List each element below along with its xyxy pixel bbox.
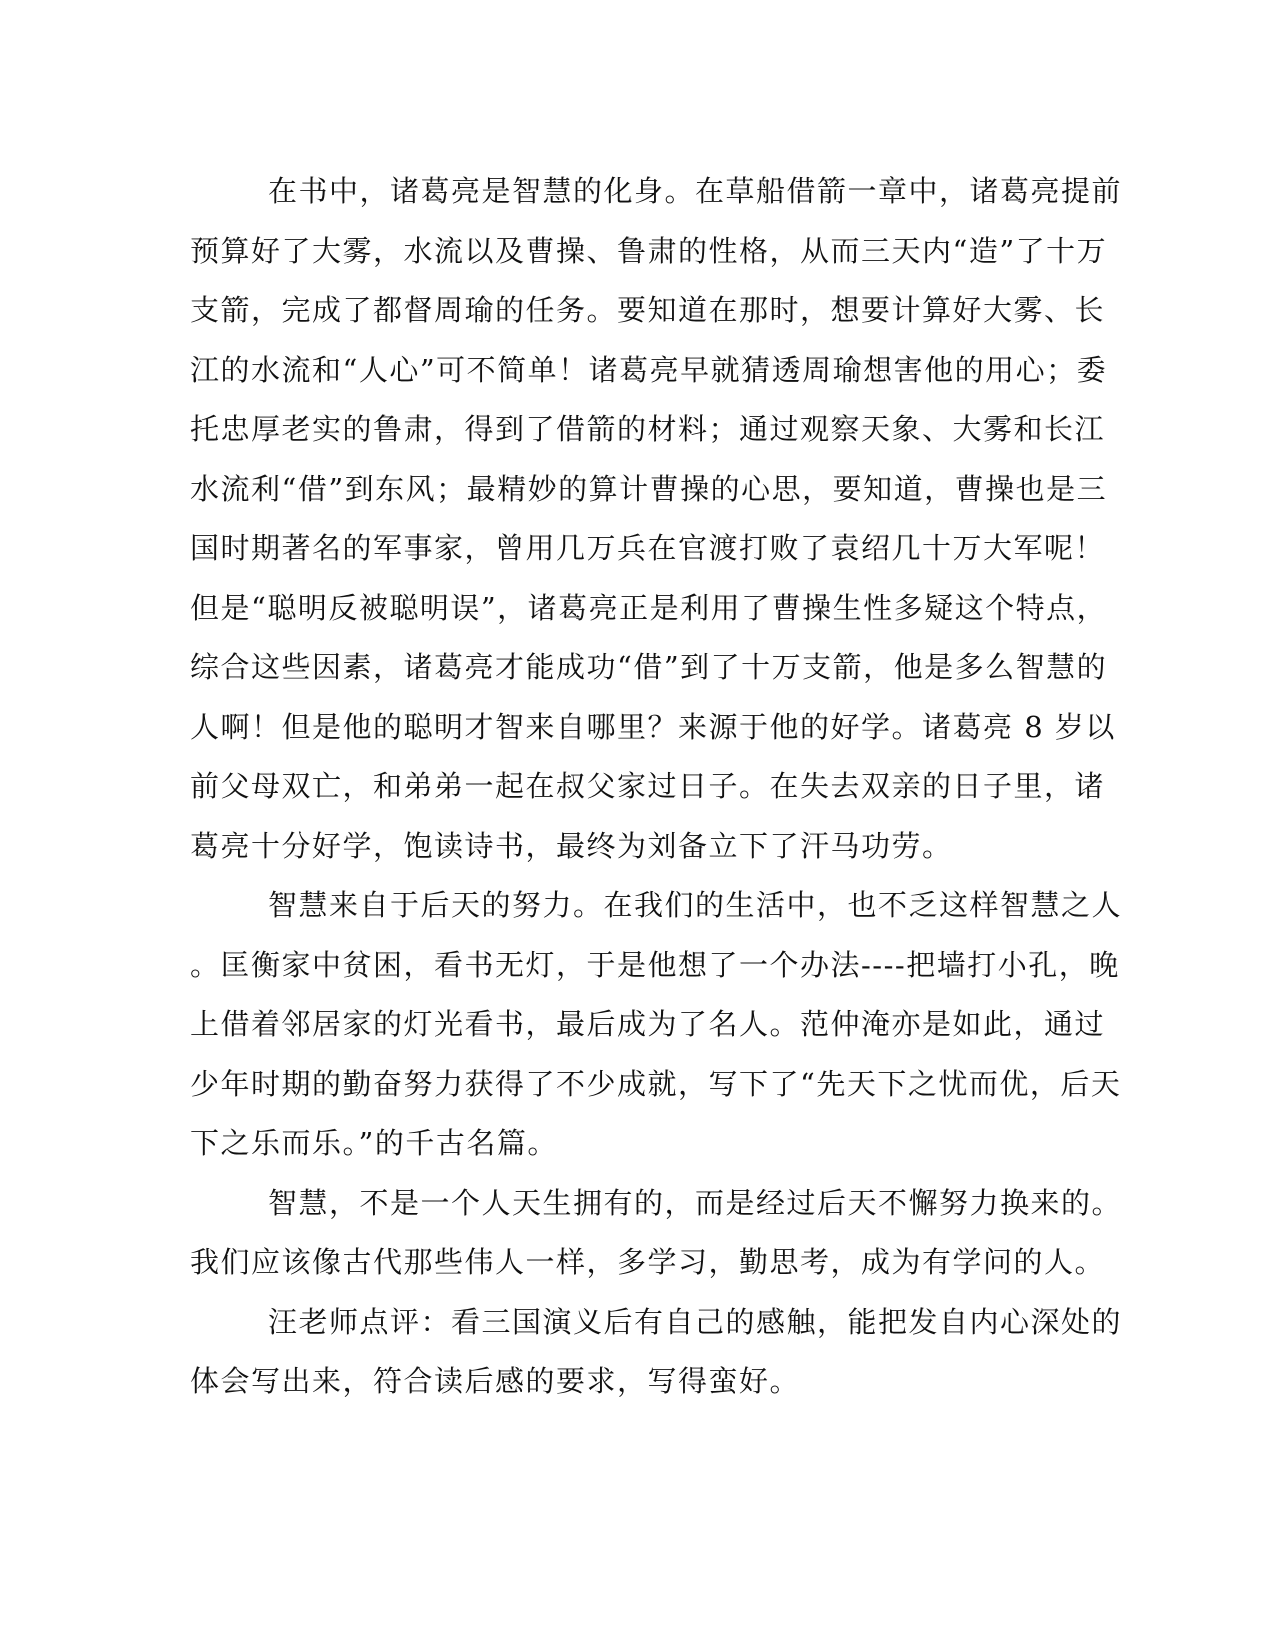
paragraph-1-line-3: 支箭，完成了都督周瑜的任务。要知道在那时，想要计算好大雾、长 [190, 293, 1106, 327]
paragraph-3-line-1: 智慧，不是一个人天生拥有的，而是经过后天不懈努力换来的。 [268, 1185, 1123, 1220]
paragraph-2-line-1: 智慧来自于后天的努力。在我们的生活中，也不乏这样智慧之人 [268, 888, 1123, 922]
paragraph-1-line-10: 人啊！但是他的聪明才智来自哪里？来源于他的好学。诸葛亮 8 岁以 [190, 709, 1116, 744]
paragraph-1-line-2: 预算好了大雾，水流以及曹操、鲁肃的性格，从而三天内“造”了十万 [190, 233, 1108, 268]
teacher-comment-line-1: 汪老师点评：看三国演义后有自己的感触，能把发自内心深处的 [268, 1304, 1123, 1339]
paragraph-2-line-5: 下之乐而乐。”的千古名篇。 [190, 1126, 558, 1160]
paragraph-1-line-4: 江的水流和“人心”可不简单！诸葛亮早就猜透周瑜想害他的用心；委 [190, 352, 1108, 387]
paragraph-1-line-5: 托忠厚老实的鲁肃，得到了借箭的材料；通过观察天象、大雾和长江 [190, 412, 1106, 446]
paragraph-1-line-6: 水流利“借”到东风；最精妙的算计曹操的心思，要知道，曹操也是三 [190, 471, 1108, 506]
paragraph-2-line-4: 少年时期的勤奋努力获得了不少成就，写下了“先天下之忧而优，后天 [190, 1066, 1122, 1101]
paragraph-1-line-8: 但是“聪明反被聪明误”，诸葛亮正是利用了曹操生性多疑这个特点， [190, 590, 1108, 625]
paragraph-1-line-12: 葛亮十分好学，饱读诗书，最终为刘备立下了汗马功劳。 [190, 828, 953, 863]
essay-body [190, 162, 1123, 1412]
paragraph-3-line-2: 我们应该像古代那些伟人一样，多学习，勤思考，成为有学问的人。 [190, 1245, 1106, 1279]
paragraph-1-line-9: 综合这些因素，诸葛亮才能成功“借”到了十万支箭，他是多么智慧的 [190, 650, 1108, 684]
paragraph-1-line-11: 前父母双亡，和弟弟一起在叔父家过日子。在失去双亲的日子里，诸 [190, 769, 1106, 803]
paragraph-2-line-3: 上借着邻居家的灯光看书，最后成为了名人。范仲淹亦是如此，通过 [190, 1007, 1106, 1041]
paragraph-1-line-1: 在书中，诸葛亮是智慧的化身。在草船借箭一章中，诸葛亮提前 [268, 174, 1123, 208]
paragraph-1-line-7: 国时期著名的军事家，曾用几万兵在官渡打败了袁绍几十万大军呢！ [190, 531, 1106, 565]
teacher-comment-line-2: 体会写出来，符合读后感的要求，写得蛮好。 [190, 1364, 801, 1398]
paragraph-2-line-2: 。匡衡家中贫困，看书无灯，于是他想了一个办法----把墙打小孔，晚 [190, 947, 1120, 982]
